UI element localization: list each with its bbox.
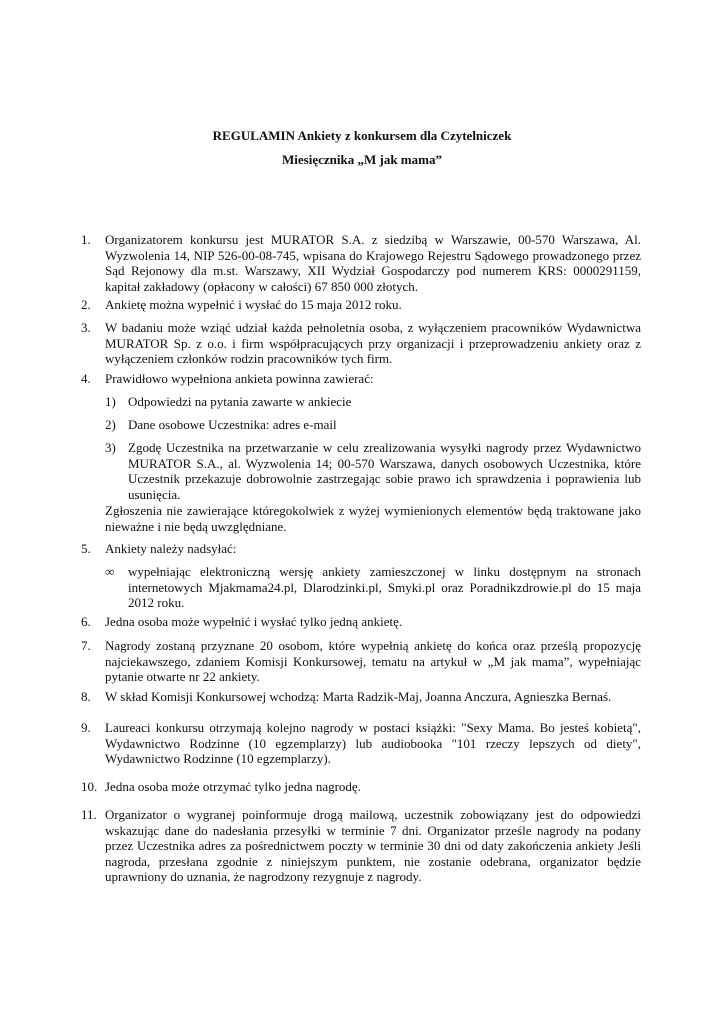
list-item-number: 3.	[81, 320, 91, 335]
sub-item-number: 3)	[105, 440, 116, 455]
list-item-number: 11.	[81, 807, 97, 822]
sub-item-text: Zgodę Uczestnika na przetwarzanie w celu zrealizowania wysyłki nagrody przez Wydawnictwo MURATOR S.A., al. Wyzwolenia 14; 00-570 Warszawa, danych osobowych Uczestnika, które Uczestnik przekazuje dobrowolnie zastrzegając sobie prawo ich sprawdzenia i poprawienia lub usunięcia.	[128, 440, 641, 502]
list-item-text: Nagrody zostaną przyznane 20 osobom, które wypełnią ankietę do końca oraz prześlą propozycję najciekawszego, zdaniem Komisji Konkursowej, tematu na artykuł w „M jak mama”, wypełniając pytanie otwarte nr 22 ankiety.	[105, 638, 641, 684]
list-item-text: W badaniu może wziąć udział każda pełnoletnia osoba, z wyłączeniem pracowników Wydawnictwa MURATOR Sp. z o.o. i firm współpracujących przy organizacji i przeprowadzeniu ankiety oraz z wyłączeniem członków rodzin pracowników tych firm.	[105, 320, 641, 366]
sub-item-text: Odpowiedzi na pytania zawarte w ankiecie	[128, 394, 352, 409]
list-item-number: 7.	[81, 638, 91, 653]
list-item-number: 2.	[81, 297, 91, 312]
document-title-line-1: REGULAMIN Ankiety z konkursem dla Czytelniczek	[212, 128, 512, 143]
note-text: Zgłoszenia nie zawierające któregokolwiek z wyżej wymienionych elementów będą traktowane jako nieważne i nie będą uwzględniane.	[105, 503, 641, 534]
list-item-text: W skład Komisji Konkursowej wchodzą: Marta Radzik-Maj, Joanna Anczura, Agnieszka Bernaś.	[105, 689, 612, 704]
list-item-text: Organizatorem konkursu jest MURATOR S.A. z siedzibą w Warszawie, 00-570 Warszawa, Al. Wyzwolenia 14, NIP 526-00-08-745, wpisana do Krajowego Rejestru Sądowego prowadzonego przez Sąd Rejonowy dla m.st. Warszawy, XII Wydział Gospodarczy pod numerem KRS: 0000291159, kapitał zakładowy (opłacony w całości) 67 850 000 złotych.	[105, 232, 641, 294]
sub-item-text: Dane osobowe Uczestnika: adres e-mail	[128, 417, 337, 432]
list-item-number: 8.	[81, 689, 91, 704]
list-item-text: Prawidłowo wypełniona ankieta powinna zawierać:	[105, 371, 374, 386]
list-item-text: Organizator o wygranej poinformuje drogą mailową, uczestnik zobowiązany jest do odpowiedzi wskazując dane do nadesłania przesyłki w terminie 7 dni. Organizator prześle nagrody na podany przez Uczestnika adres za pośrednictwem poczty w terminie 30 dni od daty zakończenia ankiety Jeśli nagroda, przesłana zgodnie z niniejszym punktem, nie zostanie odebrana, organizator będzie uprawniony do uznania, że nagrodzony rezygnuje z nagrody.	[105, 807, 641, 884]
bullet-text: wypełniając elektroniczną wersję ankiety zamieszczonej w linku dostępnym na stronach internetowych Mjakmama24.pl, Dlarodzinki.pl, Smyki.pl oraz Poradnikzdrowie.pl do 15 maja 2012 roku.	[128, 564, 641, 610]
sub-item-number: 2)	[105, 417, 116, 432]
infinity-bullet-icon: ∞	[105, 564, 115, 579]
list-item-number: 6.	[81, 614, 91, 629]
list-item-number: 5.	[81, 541, 91, 556]
list-item-number: 9.	[81, 720, 91, 735]
list-item-text: Ankietę można wypełnić i wysłać do 15 maja 2012 roku.	[105, 297, 402, 312]
document-title-line-2: Miesięcznika „M jak mama”	[282, 152, 442, 167]
list-item-number: 1.	[81, 232, 91, 247]
list-item-number: 4.	[81, 371, 91, 386]
sub-item-number: 1)	[105, 394, 116, 409]
list-item-text: Laureaci konkursu otrzymają kolejno nagrody w postaci książki: "Sexy Mama. Bo jesteś kobietą", Wydawnictwo Rodzinne (10 egzemplarzy) lub audiobooka "101 rzeczy lepszych od diety", Wydawnictwo Rodzinne (10 egzemplarzy).	[105, 720, 641, 766]
list-item-text: Jedna osoba może wypełnić i wysłać tylko jedną ankietę.	[105, 614, 403, 629]
list-item-number: 10.	[81, 779, 98, 794]
list-item-text: Jedna osoba może otrzymać tylko jedna nagrodę.	[105, 779, 361, 794]
list-item-text: Ankiety należy nadsyłać:	[105, 541, 237, 556]
